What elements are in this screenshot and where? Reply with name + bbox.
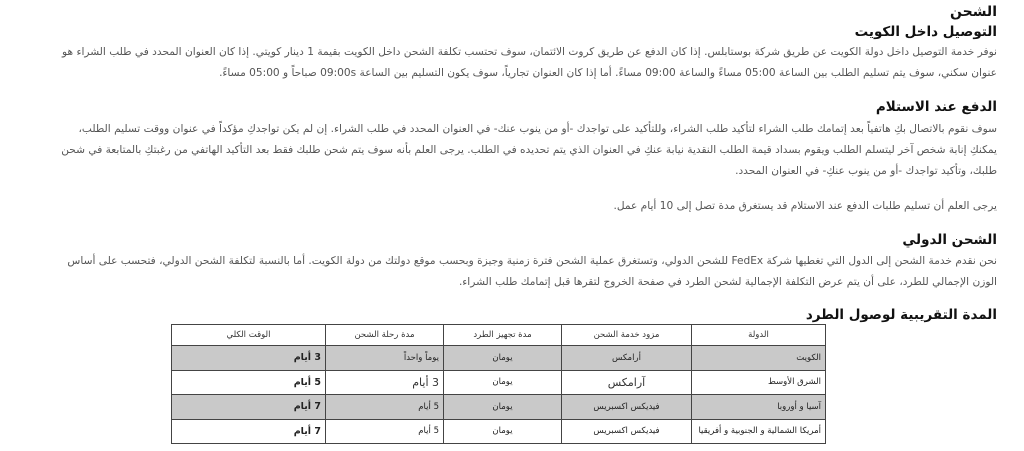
cod-line-1: سوف نقوم بالاتصال بكِ هاتفياً بعد إتمامك طلب الشراء لتأكيد طلب الشراء، وللتأكيد على تواجدك -أو من ينوب عنك- في العنوان المحدد في طلب الشراء. إن لم يكن تواجدكِ مؤكداً في عنوان ووقت تسليم الطلب، [78,123,997,135]
cell-total: 3 أيام [172,346,326,371]
cell-prep: يومان [444,370,562,395]
delivery-time-table [171,324,826,444]
cell-total: 5 أيام [172,370,326,395]
kuwait-delivery-line-2: عنوان سكني، سوف يتم تسليم الطلب بين الساعة 05:00 مساءً والساعة 09:00 مساءً. أما إذا كان العنوان تجارياً، سوف يكون التسليم بين الساعة 09:00s صباحاً و 05:00 مساءً. [219,67,997,79]
cell-transit: يوماً واحداً [326,346,444,371]
cell-transit: 5 أيام [326,395,444,420]
cell-transit: 3 أيام [326,370,444,395]
table-row [172,395,826,420]
cod-heading: الدفع عند الاستلام [875,99,997,115]
cell-country: الكويت [692,346,826,371]
international-line-2: الوزن الإجمالي للطرد، على أن يتم عرض التكلفة الإجمالية لشحن الطرد في صفحة الخروج لتقرها قبل إتمامك طلب الشراء. [458,276,997,288]
cell-provider: فيديكس اكسبريس [562,395,692,420]
cell-country: آسيا و أوروبا [692,395,826,420]
cod-note: يرجى العلم أن تسليم طلبات الدفع عند الاستلام قد يستغرق مدة تصل إلى 10 أيام عمل. [613,200,997,212]
kuwait-delivery-line-1: نوفر خدمة التوصيل داخل دولة الكويت عن طريق شركة بوستابلس. إذا كان الدفع عن طريق كروت الائتمان، سوف تحتسب تكلفة الشحن داخل الكويت بقيمة 1 دينار كويتي. إذا كان العنوان المحدد في طلب الشراء هو [62,46,997,58]
col-header-total: الوقت الكلي [172,325,326,346]
cell-prep: يومان [444,419,562,444]
col-header-country: الدولة [692,325,826,346]
cell-country: الشرق الأوسط [692,370,826,395]
cell-prep: يومان [444,346,562,371]
cell-total: 7 أيام [172,395,326,420]
kuwait-delivery-heading: التوصيل داخل الكويت [854,24,997,40]
col-header-prep: مدة تجهيز الطرد [444,325,562,346]
cell-transit: 5 أيام [326,419,444,444]
cell-prep: يومان [444,395,562,420]
cell-provider: فيديكس اكسبريس [562,419,692,444]
cell-provider: أرامكس [562,346,692,371]
cod-text [7,119,997,182]
cell-total: 7 أيام [172,419,326,444]
table-row [172,346,826,371]
international-shipping-heading: الشحن الدولي [902,232,997,248]
eta-heading: المدة التقريبية لوصول الطرد [805,307,997,323]
col-header-transit: مدة رحلة الشحن [326,325,444,346]
international-line-1: نحن نقدم خدمة الشحن إلى الدول التي تغطيها شركة FedEx للشحن الدولي، وتستغرق عملية الشحن فترة زمنية وجيزة وبحسب موقع دولتك من دولة الكويت. أما بالنسبة لتكلفة الشحن الدولي، فتحسب على أساس [67,255,997,267]
table-row [172,419,826,444]
cell-provider: آرامكس [562,370,692,395]
cod-line-3: طلبك، وتأكيد تواجدك -أو من ينوب عنكِ- في العنوان المحدد. [735,165,997,177]
cod-line-2: يمكنكِ إنابة شخص آخر ليتسلم الطلب ويقوم بسداد قيمة الطلب النقدية نيابة عنكِ في العنوان الذي يتم تحديده في الطلب. يرجى العلم بأنه سوف يتم شحن طلبك فقط بعد التأكيد الهاتفي من رغبتكِ بالمتابعة في شحن [61,144,997,156]
page-title: الشحن [950,4,997,20]
kuwait-delivery-text [7,42,997,84]
col-header-provider: مزود خدمة الشحن [562,325,692,346]
cell-country: أمريكا الشمالية و الجنوبية و أفريقيا [692,419,826,444]
table-header-row [172,325,826,346]
table-row [172,370,826,395]
international-shipping-text [7,251,997,293]
